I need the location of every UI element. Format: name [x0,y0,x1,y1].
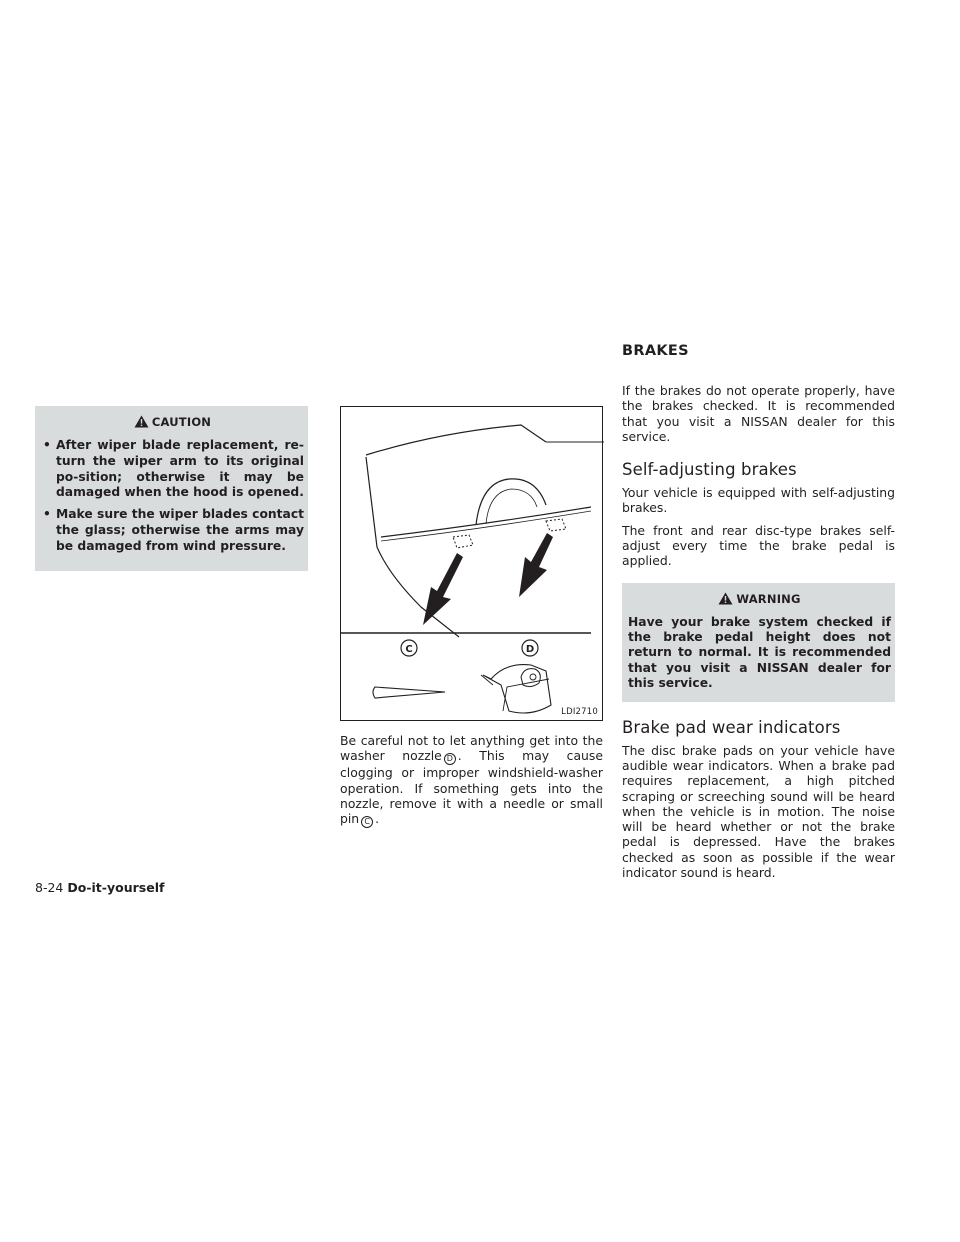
caution-header [41,412,304,432]
warning-triangle-icon [718,591,733,611]
text-run: . This may cause clogging or improper windshield-washer operation. If something gets into the nozzle, remove it with a needle or small pin [340,748,603,827]
bullet: • [43,507,51,522]
ref-c-icon: C [361,816,373,828]
caution-item-text: Make sure the wiper blades contact the glass; otherwise the arms may be damaged from wind pressure. [56,507,304,553]
brakes-column [622,343,895,887]
nozzle-paragraph [340,733,603,828]
bullet: • [43,438,51,452]
brakes-intro: If the brakes do not operate properly, have the brakes checked. It is recommended that you visit a NISSAN dealer for this service. [622,383,895,444]
warning-text: Have your brake system checked if the brake pedal height does not return to normal. It is recommended that you visit a NISSAN dealer for this service. [628,614,891,691]
warning-triangle-icon [134,414,149,434]
ref-d-icon: D [444,753,456,765]
warning-header [628,589,891,609]
self-adjusting-p2: The front and rear disc-type brakes self-adjust every time the brake pedal is applied. [622,522,895,569]
section-title-brakes: BRAKES [622,343,689,359]
washer-nozzle-illustration [341,407,604,722]
warning-title: WARNING [736,591,801,606]
figure-column [340,406,603,828]
callout-d-label: D [525,644,535,655]
washer-nozzle-figure [340,406,603,721]
page-number: 8-24 [35,880,64,895]
self-adjusting-title: Self-adjusting brakes [622,460,797,480]
warning-box [622,583,895,702]
caution-box [35,406,308,571]
text-run: . [375,811,380,827]
figure-id: LDI2710 [561,707,598,717]
caution-column [35,406,308,571]
footer-section: Do-it-yourself [67,880,165,895]
page-footer [35,880,164,895]
caution-title: CAUTION [151,415,212,429]
caution-list [41,438,304,555]
caution-item [41,438,304,501]
text-run: Be careful not to let anything get into the washer nozzle [340,733,603,764]
pad-wear-title: Brake pad wear indicators [622,717,841,737]
caution-item-text: After wiper blade replacement, re-turn the wiper arm to its original po-sition; otherwise it may be damaged when the hood is opened. [56,438,304,500]
self-adjusting-p1: Your vehicle is equipped with self-adjusting brakes. [622,485,895,516]
callout-c-label: C [405,644,413,655]
pad-wear-p1: The disc brake pads on your vehicle have audible wear indicators. When a brake pad requires replacement, a high pitched scraping or screeching sound will be heard when the vehicle is in motion. The noise will be heard whether or not the brake pedal is depressed. Have the brakes checked as soon as possible if the wear indicator sound is heard. [622,742,895,881]
caution-item [41,507,304,554]
